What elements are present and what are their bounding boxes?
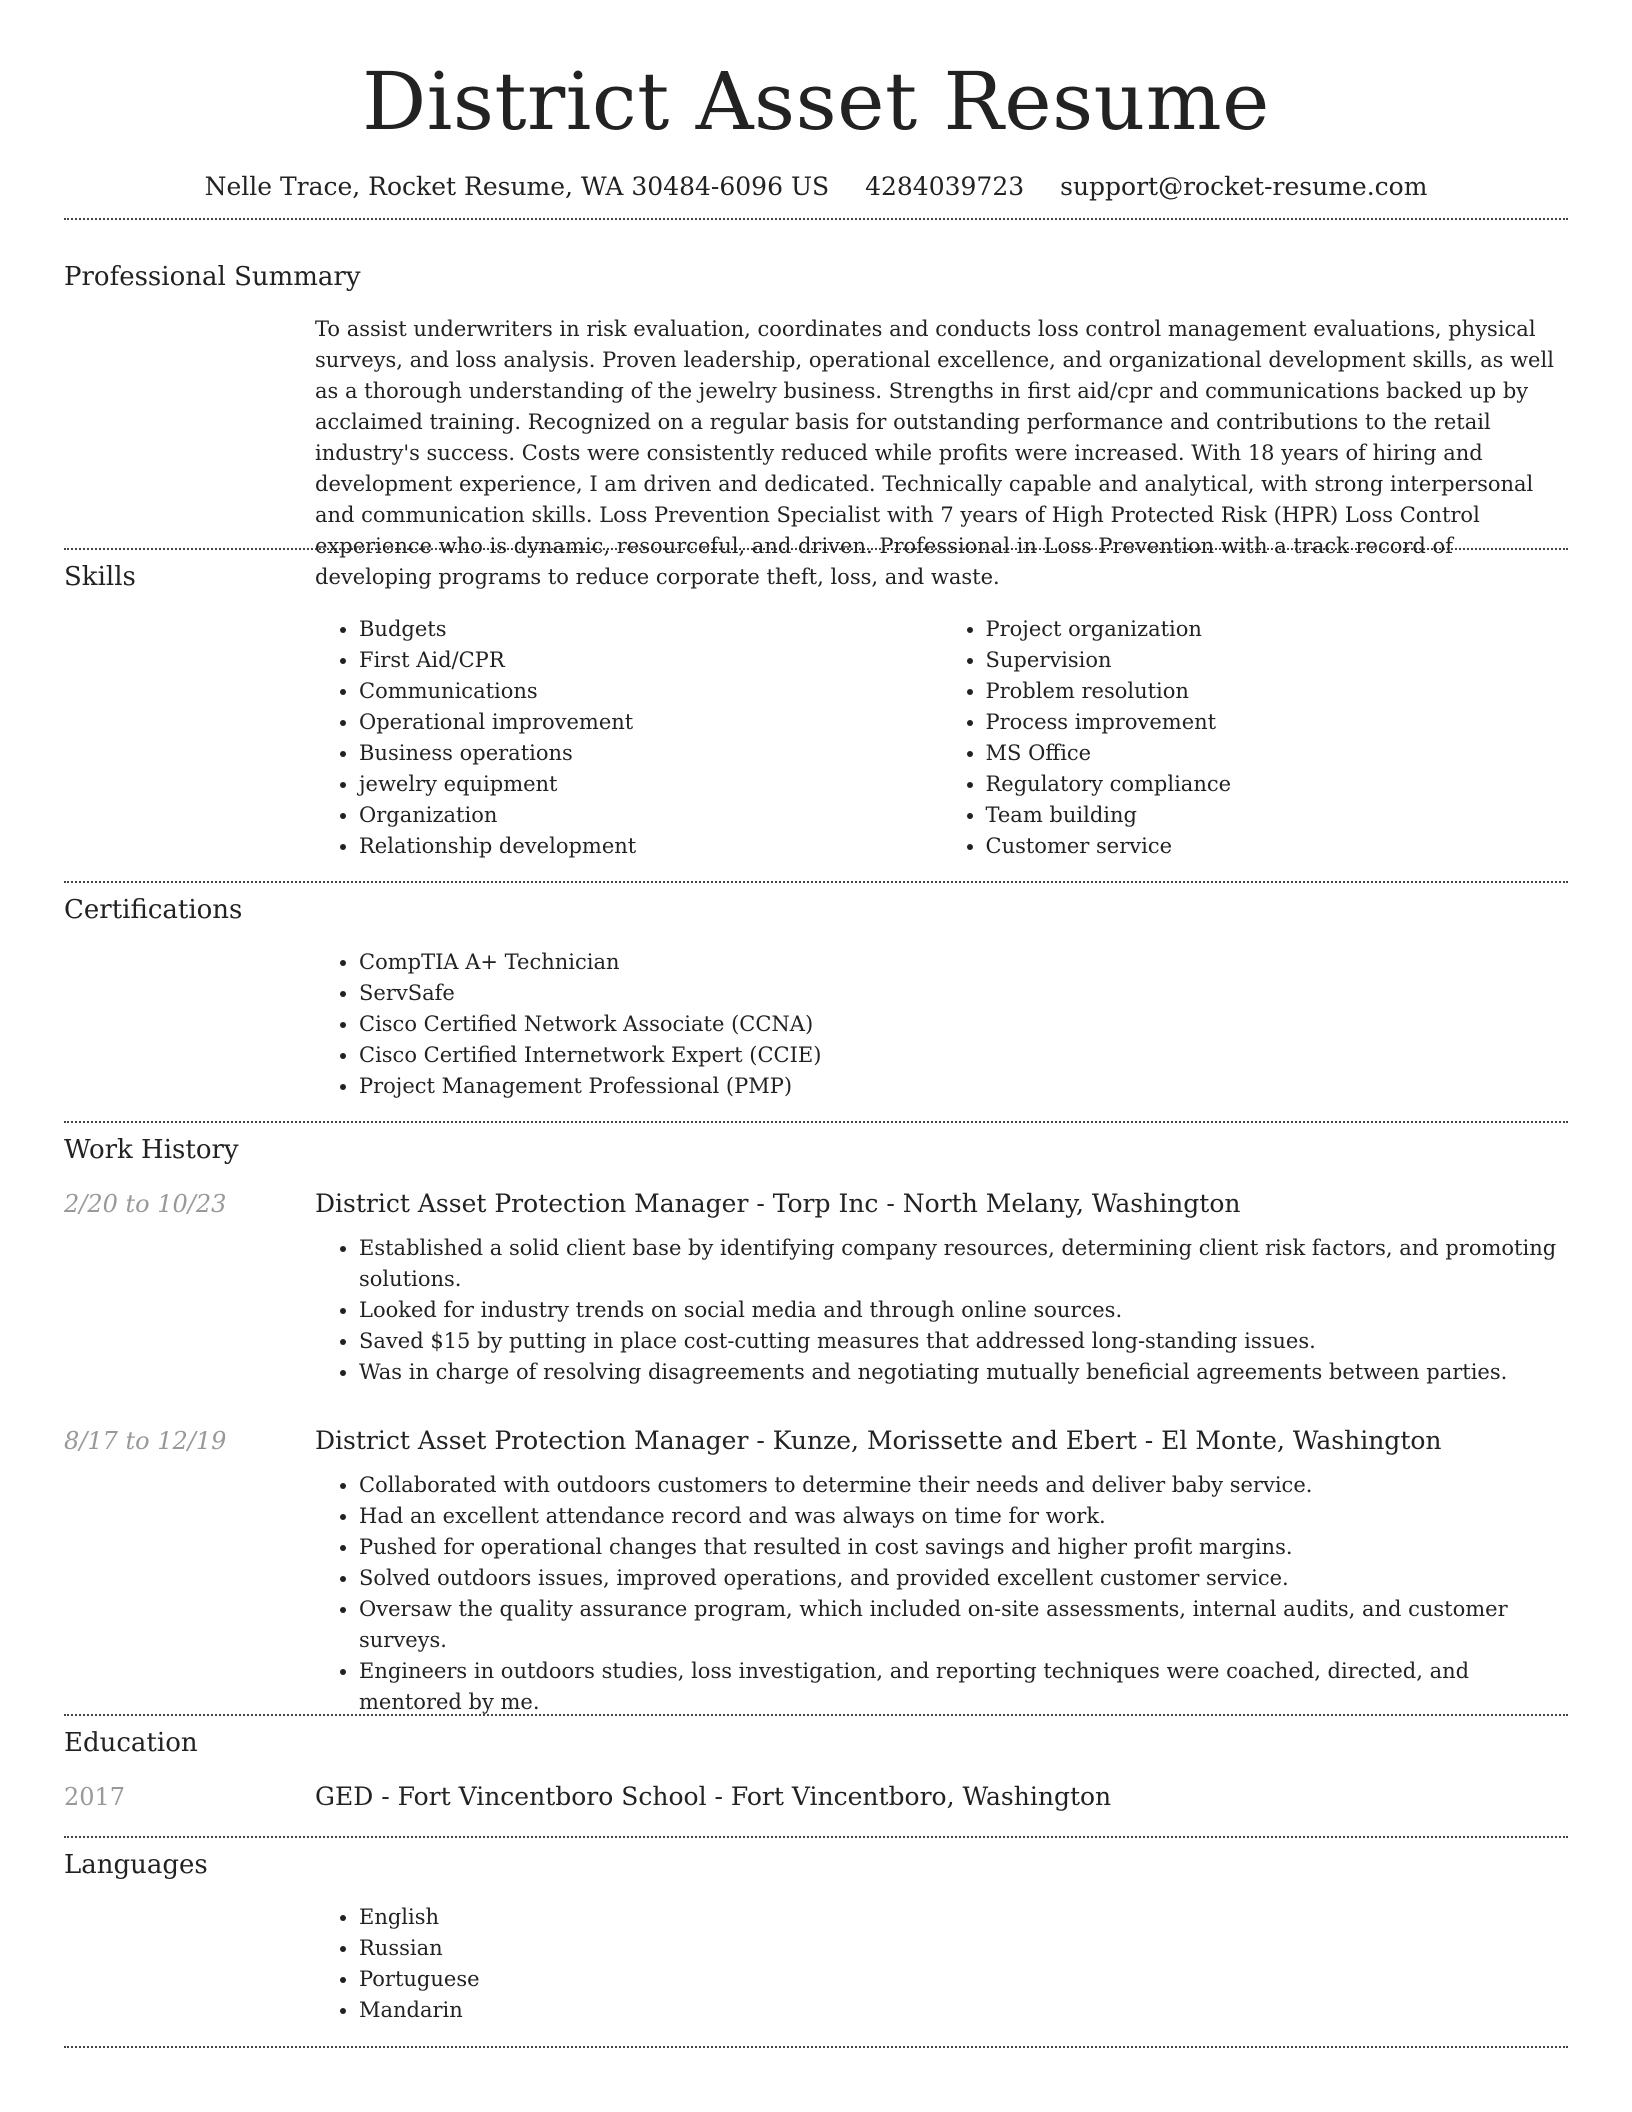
languages-section	[64, 1838, 1568, 2046]
list-item: • Operational improvement	[359, 707, 942, 738]
list-item: • Collaborated with outdoors customers to determine their needs and deliver baby service.	[359, 1470, 1568, 1501]
job-header	[64, 1187, 1568, 1221]
list-item: • Business operations	[359, 738, 942, 769]
work-section	[64, 1123, 1568, 1714]
languages-heading: Languages	[64, 1850, 208, 1880]
summary-section	[64, 220, 1568, 589]
contact-email: support@rocket-resume.com	[1060, 172, 1428, 201]
list-item: • Pushed for operational changes that resulted in cost savings and higher profit margins.	[359, 1532, 1568, 1563]
list-item: • MS Office	[986, 738, 1569, 769]
list-item: • Team building	[986, 800, 1569, 831]
list-item: • First Aid/CPR	[359, 645, 942, 676]
list-item: • Regulatory compliance	[986, 769, 1569, 800]
job-bullet-list	[315, 1470, 1568, 1718]
list-item: • Portuguese	[359, 1964, 1568, 1995]
education-title: GED - Fort Vincentboro School - Fort Vincentboro, Washington	[315, 1782, 1112, 1811]
list-item: • English	[359, 1902, 1568, 1933]
list-item: • Budgets	[359, 614, 942, 645]
list-item: • Looked for industry trends on social media and through online sources.	[359, 1295, 1568, 1326]
list-item: • Customer service	[986, 831, 1569, 862]
contact-address: Nelle Trace, Rocket Resume, WA 30484-6096 US	[204, 172, 830, 201]
list-item: • Communications	[359, 676, 942, 707]
list-item: • CompTIA A+ Technician	[359, 947, 1568, 978]
job-title: District Asset Protection Manager - Torp Inc - North Melany, Washington	[315, 1189, 1241, 1218]
skills-list-left	[315, 614, 942, 862]
contact-phone: 4284039723	[865, 172, 1025, 201]
list-item: • Had an excellent attendance record and was always on time for work.	[359, 1501, 1568, 1532]
skills-list-right	[942, 614, 1569, 862]
list-item: • Russian	[359, 1933, 1568, 1964]
list-item: • Mandarin	[359, 1995, 1568, 2026]
languages-list	[315, 1902, 1568, 2026]
job-dates: 2/20 to 10/23	[64, 1190, 227, 1218]
list-item: • Cisco Certified Internetwork Expert (CCIE)	[359, 1040, 1568, 1071]
skills-heading: Skills	[64, 562, 136, 592]
education-entry	[64, 1780, 1568, 1814]
job-entry	[64, 1424, 1568, 1718]
list-item: • Solved outdoors issues, improved operations, and provided excellent customer service.	[359, 1563, 1568, 1594]
list-item: • Saved $15 by putting in place cost-cutting measures that addressed long-standing issues.	[359, 1326, 1568, 1357]
education-date: 2017	[64, 1783, 126, 1811]
certifications-heading: Certifications	[64, 895, 243, 925]
divider	[64, 2046, 1568, 2048]
job-bullets	[315, 1233, 1568, 1388]
job-title: District Asset Protection Manager - Kunze, Morissette and Ebert - El Monte, Washington	[315, 1426, 1442, 1455]
list-item: • Engineers in outdoors studies, loss investigation, and reporting techniques were coached, directed, and mentored by me.	[359, 1656, 1568, 1718]
job-header	[64, 1424, 1568, 1458]
summary-text: To assist underwriters in risk evaluation, coordinates and conducts loss control management evaluations, physical surveys, and loss analysis. Proven leadership, operational excellence, and organizational development skills, as well as a thorough understanding of the jewelry business. Strengths in first aid/cpr and communications backed up by acclaimed training. Recognized on a regular basis for outstanding performance and contributions to the retail industry's success. Costs were consistently reduced while profits were increased. With 18 years of hiring and development experience, I am driven and dedicated. Technically capable and analytical, with strong interpersonal and communication skills. Loss Prevention Specialist with 7 years of High Protected Risk (HPR) Loss Control experience who is dynamic, resourceful, and driven. Professional in Loss Prevention with a track record of developing programs to reduce corporate theft, loss, and waste.	[315, 317, 1554, 589]
list-item: • Organization	[359, 800, 942, 831]
certifications-list	[315, 947, 1568, 1102]
list-item: • Oversaw the quality assurance program, which included on-site assessments, internal audits, and customer surveys.	[359, 1594, 1568, 1656]
list-item: • jewelry equipment	[359, 769, 942, 800]
resume-title: District Asset Resume	[362, 55, 1270, 148]
list-item: • Process improvement	[986, 707, 1569, 738]
job-bullets	[315, 1470, 1568, 1718]
contact-line	[64, 170, 1568, 218]
list-item: • Established a solid client base by identifying company resources, determining client risk factors, and promoting solutions.	[359, 1233, 1568, 1295]
certifications-content	[315, 947, 1568, 1102]
job-dates: 8/17 to 12/19	[64, 1427, 227, 1455]
list-item: • Supervision	[986, 645, 1569, 676]
work-heading: Work History	[64, 1135, 239, 1165]
list-item: • Project Management Professional (PMP)	[359, 1071, 1568, 1102]
job-bullet-list	[315, 1233, 1568, 1388]
list-item: • Was in charge of resolving disagreements and negotiating mutually beneficial agreements between parties.	[359, 1357, 1568, 1388]
languages-content	[315, 1902, 1568, 2026]
list-item: • Relationship development	[359, 831, 942, 862]
list-item: • Problem resolution	[986, 676, 1569, 707]
education-section	[64, 1716, 1568, 1836]
skills-section	[64, 550, 1568, 881]
education-heading: Education	[64, 1728, 198, 1758]
list-item: • Cisco Certified Network Associate (CCNA)	[359, 1009, 1568, 1040]
list-item: • Project organization	[986, 614, 1569, 645]
skills-grid	[315, 614, 1568, 862]
summary-heading: Professional Summary	[64, 262, 361, 292]
certifications-section	[64, 883, 1568, 1121]
job-entry	[64, 1187, 1568, 1388]
list-item: • ServSafe	[359, 978, 1568, 1009]
